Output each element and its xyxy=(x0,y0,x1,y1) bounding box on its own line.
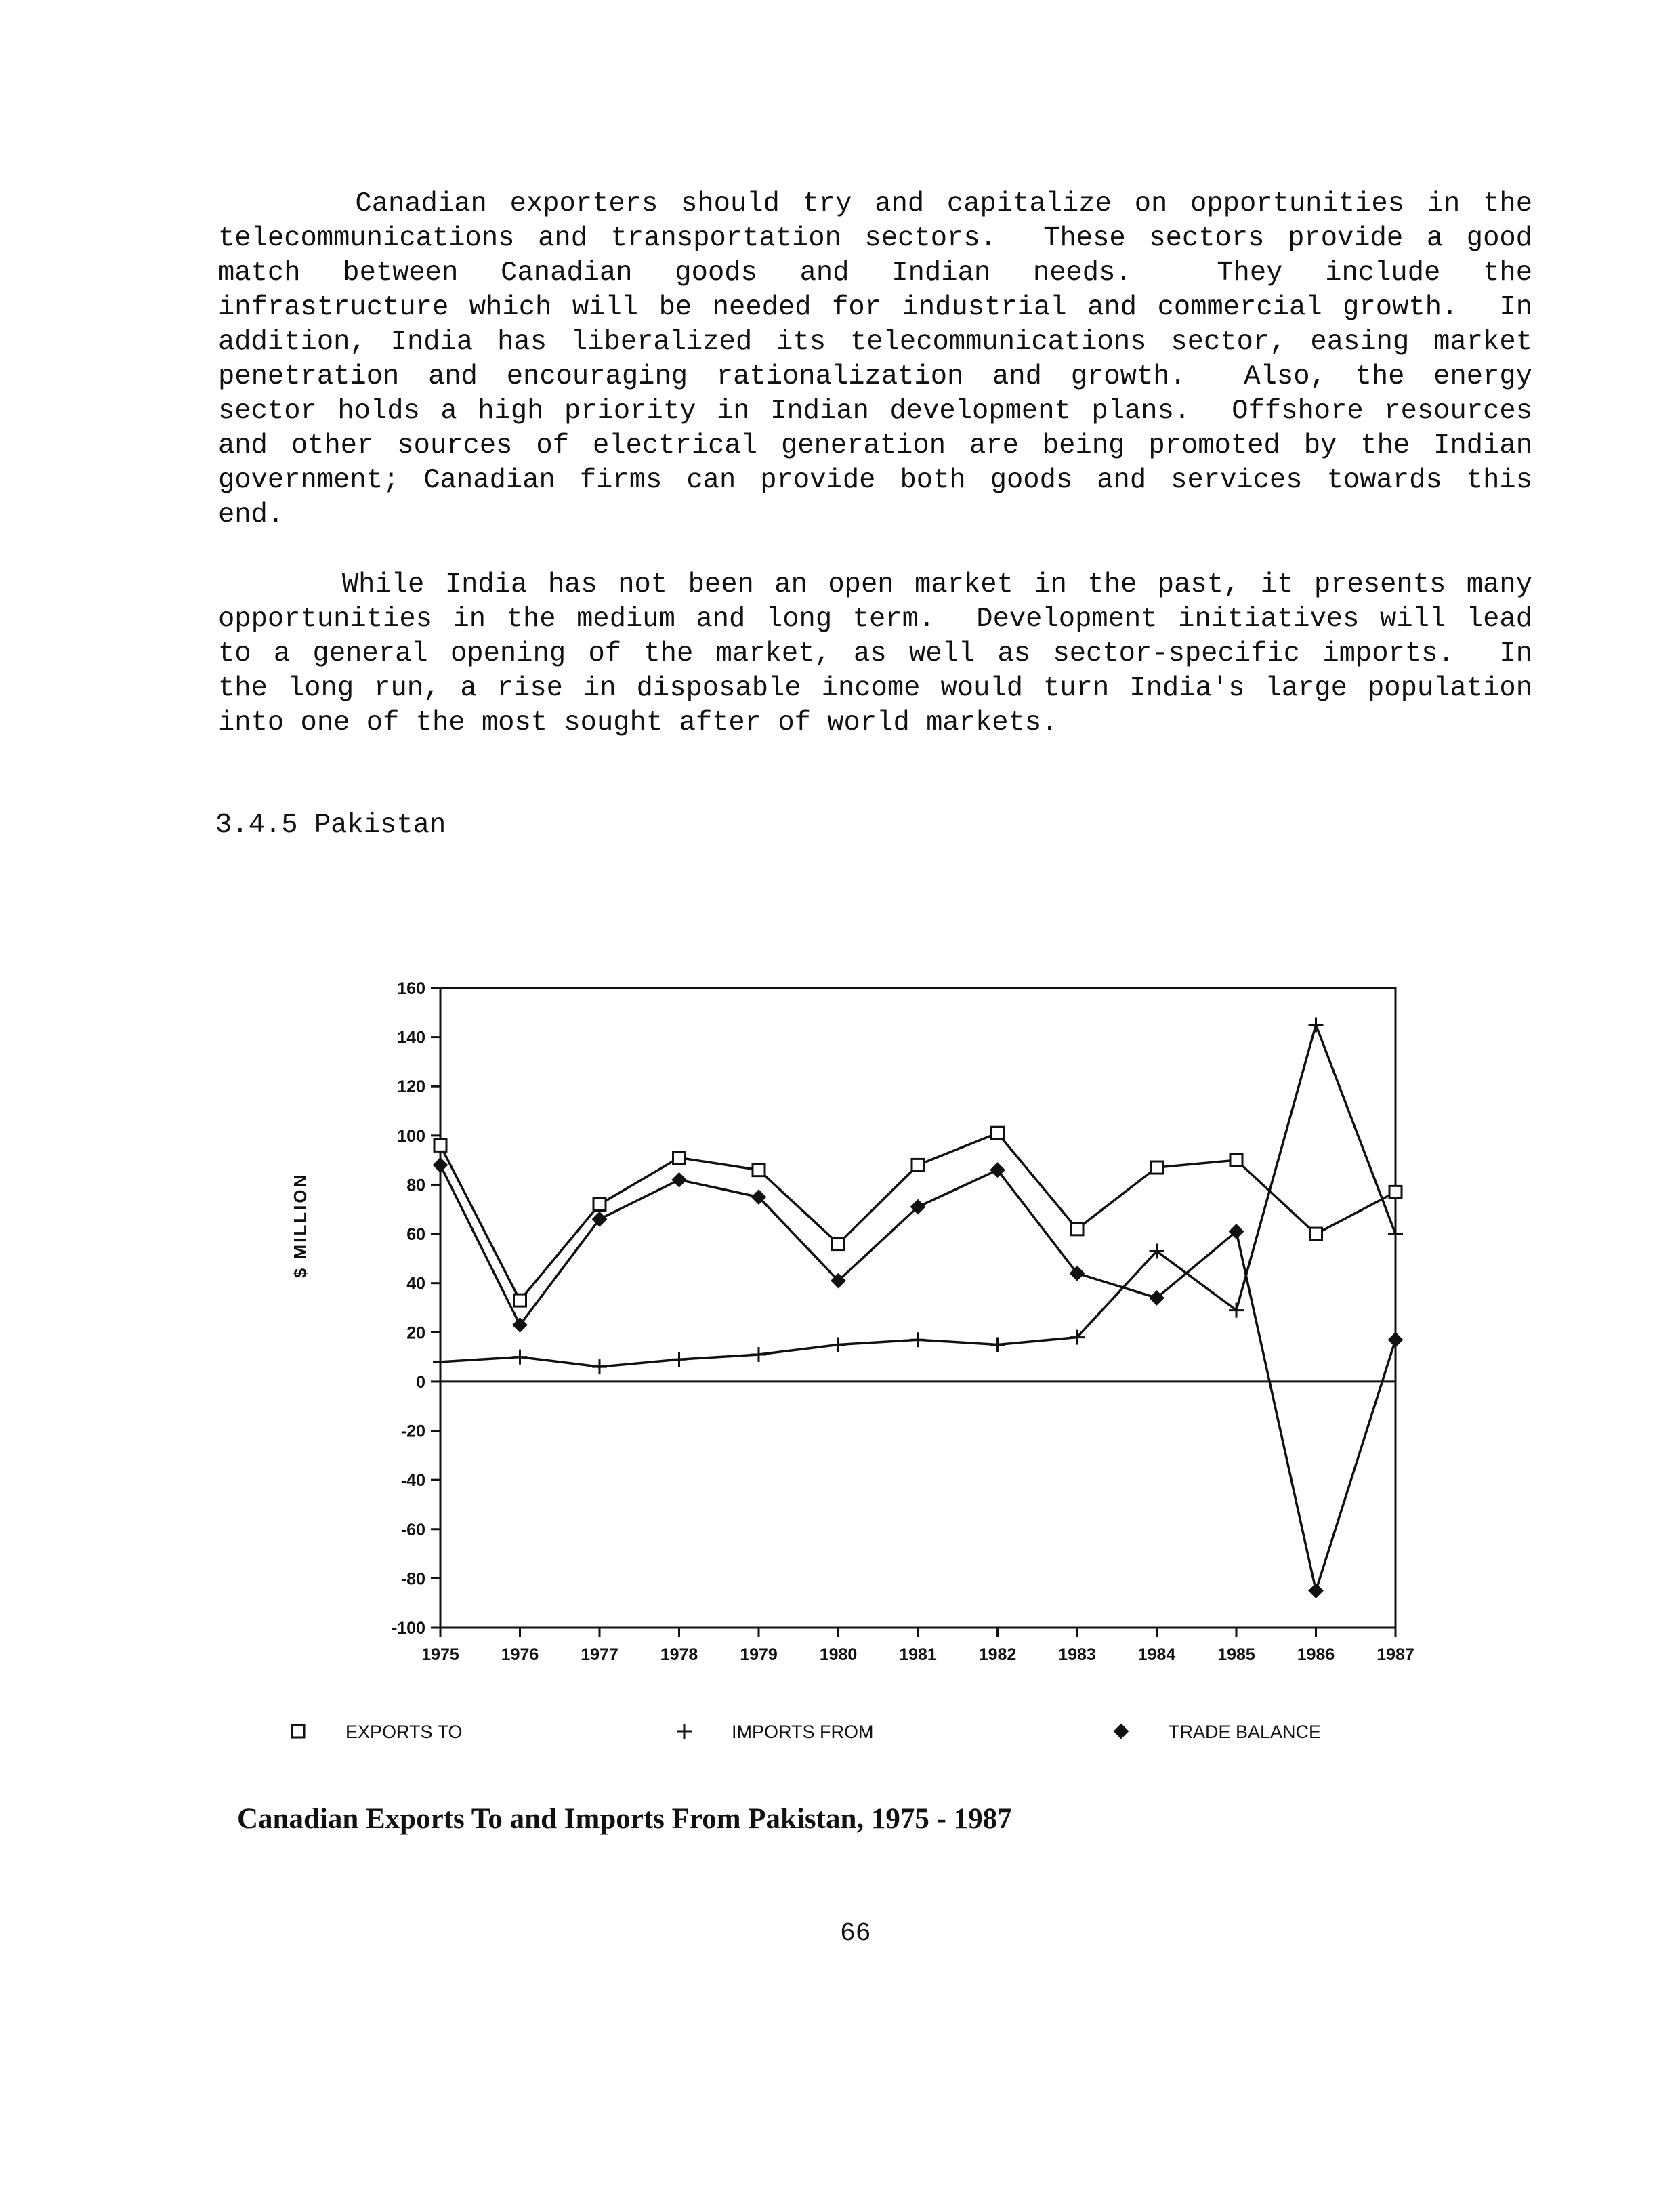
y-tick-label: 0 xyxy=(416,1372,425,1392)
text-line: end. xyxy=(218,499,285,531)
x-tick-label: 1983 xyxy=(1058,1645,1096,1664)
data-point-plus xyxy=(433,1355,448,1369)
x-tick-label: 1979 xyxy=(740,1645,778,1664)
legend-label: IMPORTS FROM xyxy=(732,1722,874,1742)
x-tick-label: 1977 xyxy=(581,1645,618,1664)
x-tick-label: 1980 xyxy=(819,1645,858,1664)
text-line: match between Canadian goods and Indian needs. They include the xyxy=(218,257,1532,289)
data-point-plus xyxy=(1309,1017,1324,1032)
y-tick-label: -40 xyxy=(400,1471,425,1491)
text-line: into one of the most sought after of world markets. xyxy=(218,707,1058,739)
text-line: the long run, a rise in disposable income would turn India's large population xyxy=(218,673,1532,704)
legend-label: EXPORTS TO xyxy=(345,1722,463,1742)
text-line: opportunities in the medium and long term. Development initiatives will lead xyxy=(218,604,1532,635)
x-tick-label: 1981 xyxy=(899,1645,937,1664)
y-tick-label: -100 xyxy=(391,1619,425,1638)
y-tick-label: 80 xyxy=(406,1176,425,1195)
chart-lines xyxy=(440,1025,1395,1590)
data-point-square xyxy=(434,1139,446,1151)
y-tick-label: -80 xyxy=(400,1569,425,1589)
x-tick-label: 1975 xyxy=(421,1645,459,1664)
data-point-plus xyxy=(592,1359,607,1374)
y-tick-label: 60 xyxy=(406,1225,425,1245)
text-line: infrastructure which will be needed for industrial and commercial growth. In xyxy=(218,292,1532,323)
y-tick-label: 160 xyxy=(397,979,425,998)
data-point-diamond xyxy=(1309,1584,1323,1598)
text-line: penetration and encouraging rationalization and growth. Also, the energy xyxy=(218,361,1532,392)
x-tick-label: 1985 xyxy=(1217,1645,1255,1664)
y-tick-label: -60 xyxy=(400,1520,425,1539)
data-point-plus xyxy=(910,1332,925,1347)
data-point-square xyxy=(514,1294,526,1306)
y-tick-label: 40 xyxy=(406,1274,425,1294)
y-tick-label: 100 xyxy=(397,1126,425,1146)
data-point-square xyxy=(912,1159,924,1171)
x-tick-label: 1987 xyxy=(1377,1645,1414,1664)
data-point-diamond xyxy=(673,1173,686,1186)
text-line: While India has not been an open market in the past, it presents many xyxy=(218,569,1532,600)
series-line-2 xyxy=(440,1165,1395,1590)
text-line: to a general opening of the market, as well as sector-specific imports. In xyxy=(218,638,1532,669)
x-tick-label: 1976 xyxy=(501,1645,539,1664)
y-tick-label: 20 xyxy=(406,1323,425,1343)
text-line: addition, India has liberalized its telecommunications sector, easing market xyxy=(218,327,1532,358)
data-point-square xyxy=(1230,1154,1242,1166)
legend-label: TRADE BALANCE xyxy=(1169,1722,1322,1742)
data-point-plus xyxy=(1388,1226,1403,1241)
data-point-diamond xyxy=(1389,1333,1402,1346)
data-point-diamond xyxy=(434,1158,447,1172)
series-line-1 xyxy=(440,1025,1395,1367)
text-line: Canadian exporters should try and capitalize on opportunities in the xyxy=(218,188,1532,220)
chart-marks xyxy=(433,1017,1403,1597)
chart-axes xyxy=(290,979,1414,1664)
data-point-square xyxy=(593,1199,606,1211)
y-axis-label: $ MILLION xyxy=(290,1172,310,1279)
legend-marker-diamond xyxy=(1114,1724,1128,1738)
section-heading: 3.4.5 Pakistan xyxy=(215,810,446,841)
data-point-square xyxy=(1151,1161,1163,1174)
y-tick-label: -20 xyxy=(400,1422,425,1441)
chart-legend xyxy=(292,1722,1321,1742)
data-point-square xyxy=(833,1238,845,1250)
data-point-plus xyxy=(990,1337,1005,1352)
figure-caption: Canadian Exports To and Imports From Pakistan, 1975 - 1987 xyxy=(237,1803,1012,1835)
legend-marker-square xyxy=(292,1725,304,1737)
data-point-plus xyxy=(831,1337,846,1352)
data-point-plus xyxy=(672,1352,687,1367)
x-tick-label: 1982 xyxy=(978,1645,1017,1664)
text-line: and other sources of electrical generation are being promoted by the Indian xyxy=(218,430,1532,461)
text-line: sector holds a high priority in Indian development plans. Offshore resources xyxy=(218,396,1532,427)
data-point-square xyxy=(1310,1228,1322,1240)
data-point-square xyxy=(1389,1186,1402,1198)
data-point-square xyxy=(753,1164,765,1176)
text-line: telecommunications and transportation sectors. These sectors provide a good xyxy=(218,223,1532,254)
x-tick-label: 1986 xyxy=(1297,1645,1335,1664)
page-number: 66 xyxy=(840,1919,871,1948)
y-tick-label: 140 xyxy=(397,1028,425,1048)
x-tick-label: 1984 xyxy=(1137,1645,1176,1664)
data-point-square xyxy=(1071,1223,1083,1235)
x-tick-label: 1978 xyxy=(660,1645,698,1664)
data-point-square xyxy=(673,1152,686,1164)
legend-marker-plus xyxy=(677,1724,692,1739)
text-line: government; Canadian firms can provide both goods and services towards this xyxy=(218,465,1532,496)
data-point-square xyxy=(992,1127,1004,1139)
y-tick-label: 120 xyxy=(397,1077,425,1097)
data-point-plus xyxy=(513,1350,528,1365)
data-point-plus xyxy=(751,1347,766,1362)
